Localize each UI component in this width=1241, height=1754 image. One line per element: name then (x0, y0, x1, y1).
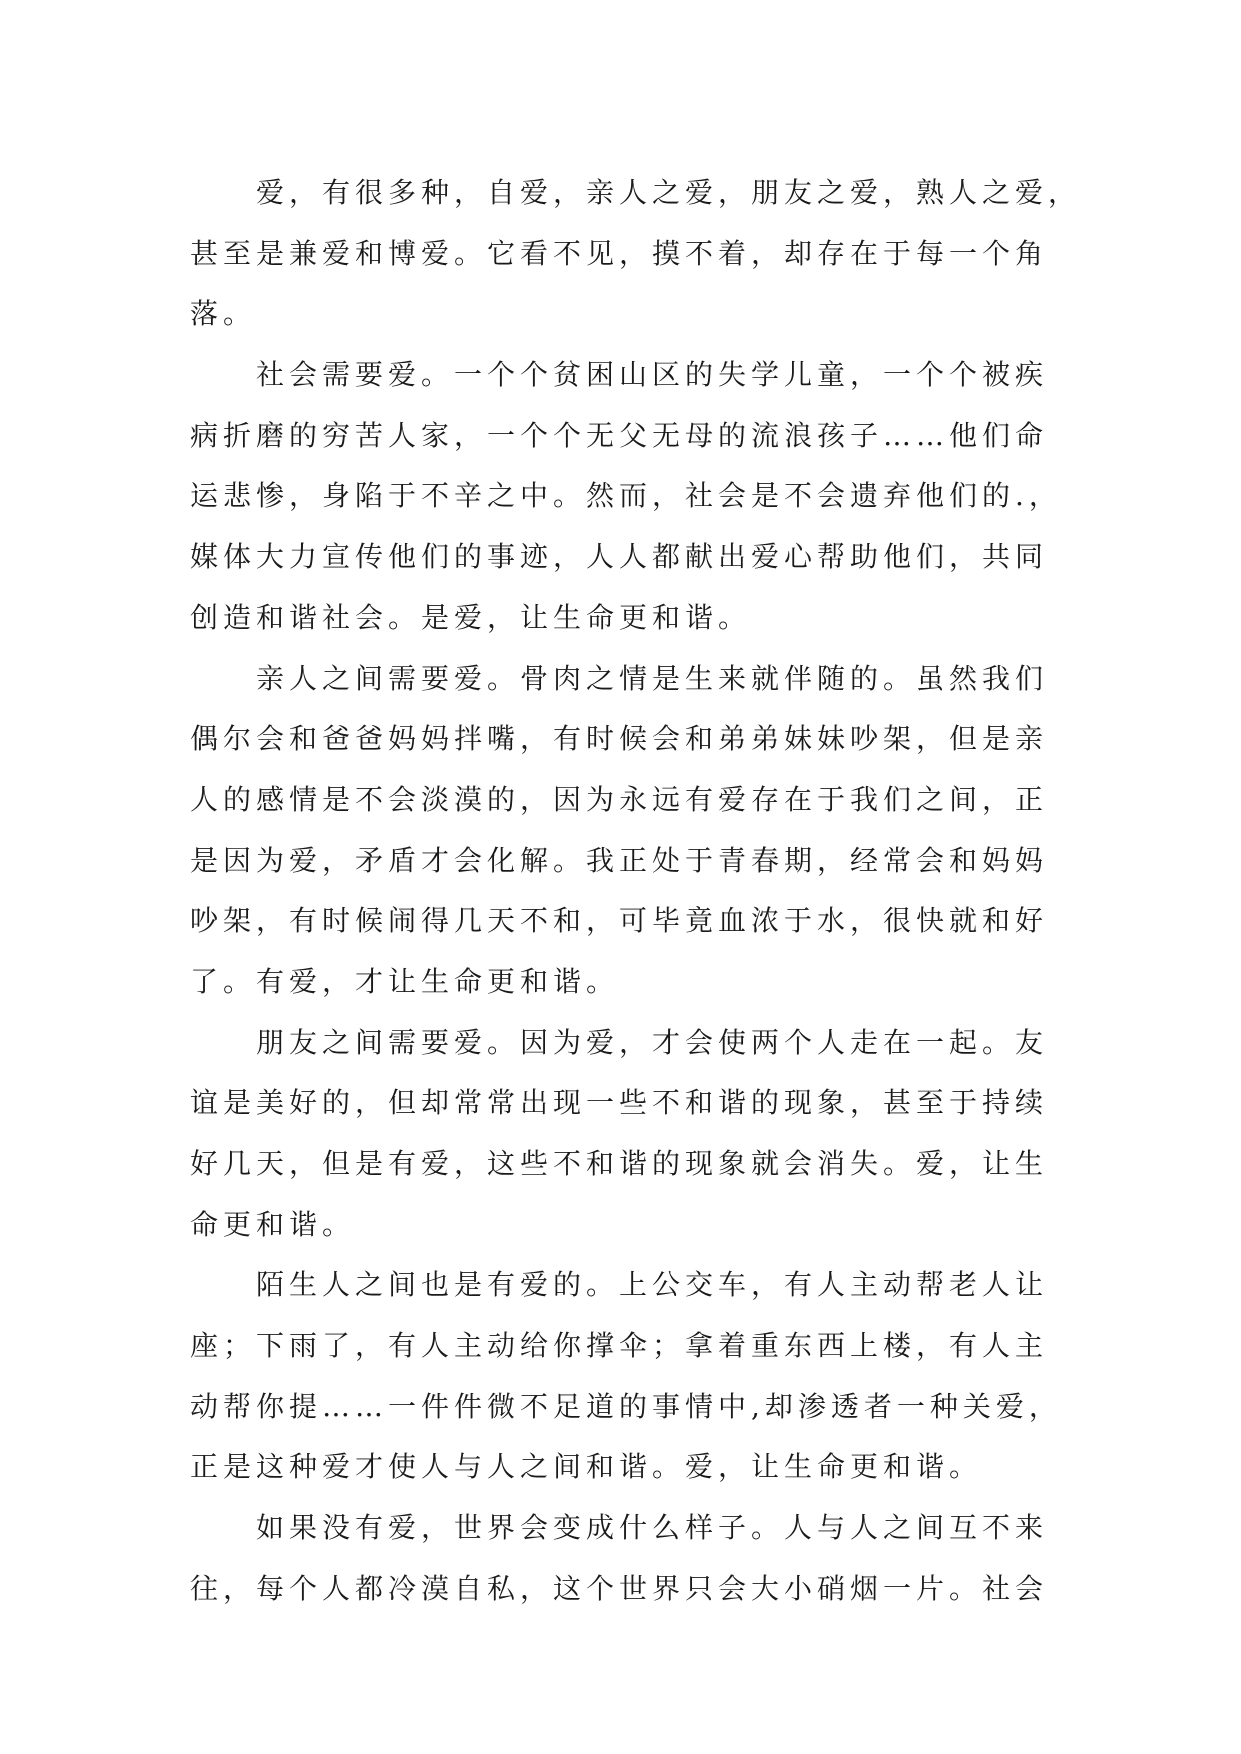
text-line: 甚至是兼爱和博爱。它看不见，摸不着，却存在于每一个角 (190, 236, 1049, 270)
text-line: 人的感情是不会淡漠的，因为永远有爱存在于我们之间，正 (190, 782, 1049, 816)
text-line: 落。 (190, 297, 257, 331)
text-line: 偶尔会和爸爸妈妈拌嘴，有时候会和弟弟妹妹吵架，但是亲 (190, 722, 1049, 756)
text-line: 如果没有爱，世界会变成什么样子。人与人之间互不来 (190, 1511, 1049, 1545)
text-line: 亲人之间需要爱。骨肉之情是生来就伴随的。虽然我们 (190, 661, 1049, 695)
text-line: 座；下雨了，有人主动给你撑伞；拿着重东西上楼，有人主 (190, 1329, 1049, 1363)
text-line: 朋友之间需要爱。因为爱，才会使两个人走在一起。友 (190, 1025, 1049, 1059)
text-line: 陌生人之间也是有爱的。上公交车，有人主动帮老人让 (190, 1268, 1049, 1302)
text-line: 爱，有很多种，自爱，亲人之爱，朋友之爱，熟人之爱， (190, 176, 1082, 209)
text-line: 吵架，有时候闹得几天不和，可毕竟血浓于水，很快就和好 (190, 904, 1049, 938)
text-line: 媒体大力宣传他们的事迹，人人都献出爱心帮助他们，共同 (190, 540, 1049, 574)
text-line: 病折磨的穷苦人家，一个个无父无母的流浪孩子……他们命 (190, 418, 1049, 452)
text-line: 动帮你提……一件件微不足道的事情中,却渗透者一种关爱， (190, 1389, 1062, 1423)
text-line: 正是这种爱才使人与人之间和谐。爱，让生命更和谐。 (190, 1450, 983, 1484)
essay-body (190, 163, 1082, 1620)
text-line: 社会需要爱。一个个贫困山区的失学儿童，一个个被疾 (190, 358, 1049, 392)
text-line: 好几天，但是有爱，这些不和谐的现象就会消失。爱，让生 (190, 1147, 1049, 1180)
text-line: 往，每个人都冷漠自私，这个世界只会大小硝烟一片。社会 (190, 1571, 1049, 1605)
text-line: 了。有爱，才让生命更和谐。 (190, 964, 620, 998)
text-line: 创造和谐社会。是爱，让生命更和谐。 (190, 600, 752, 634)
text-line: 是因为爱，矛盾才会化解。我正处于青春期，经常会和妈妈 (190, 843, 1049, 877)
text-line: 命更和谐。 (190, 1207, 356, 1241)
text-line: 谊是美好的，但却常常出现一些不和谐的现象，甚至于持续 (190, 1086, 1049, 1120)
text-line: 运悲惨，身陷于不辛之中。然而，社会是不会遗弃他们的.， (190, 479, 1062, 513)
